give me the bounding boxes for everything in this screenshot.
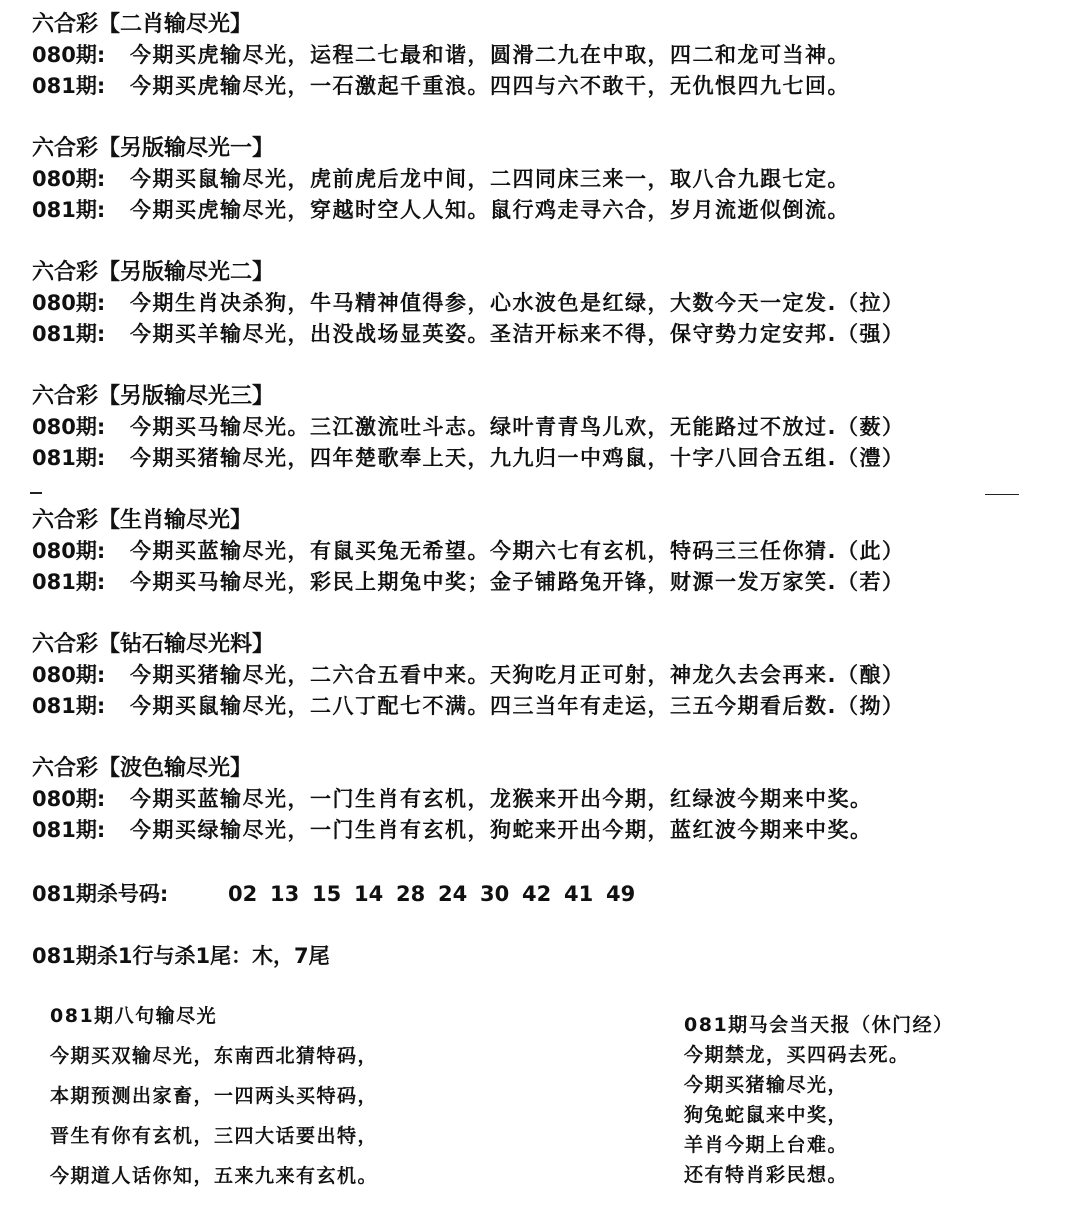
period-label: 080期: (32, 415, 106, 439)
eight-lines-box (50, 996, 378, 1196)
row-text: 今期买虎输尽光，运程二七最和谐，圆滑二九在中取，四二和龙可当神。 (130, 43, 850, 67)
horse-report-line: 今期禁龙，买四码去死。 (684, 1044, 910, 1066)
horse-report-line: 羊肖今期上台难。 (684, 1134, 849, 1156)
scan-mark (30, 492, 42, 494)
section-title: 六合彩【另版输尽光三】 (32, 384, 275, 409)
section-row (32, 412, 1072, 443)
section-row (32, 567, 1072, 598)
section-title: 六合彩【另版输尽光一】 (32, 136, 275, 161)
section-row (32, 164, 1072, 195)
kill-number: 42 (522, 882, 552, 906)
section-row (32, 288, 1072, 319)
kill-number: 28 (396, 882, 426, 906)
section-row (32, 691, 1072, 722)
period-label: 080期: (32, 787, 106, 811)
section-row (32, 536, 1072, 567)
section-row (32, 660, 1072, 691)
section-title: 六合彩【波色输尽光】 (32, 756, 253, 781)
period-label: 081期: (32, 570, 106, 594)
period-label: 080期: (32, 291, 106, 315)
horse-report-line: 今期买猪输尽光， (684, 1074, 849, 1096)
kill-numbers-list (228, 882, 648, 906)
row-text: 今期买蓝输尽光，一门生肖有玄机，龙猴来开出今期，红绿波今期来中奖。 (130, 787, 873, 811)
row-text: 今期买马输尽光。三江激流吐斗志。绿叶青青鸟儿欢，无能路过不放过.（薮） (130, 415, 905, 439)
period-label: 080期: (32, 539, 106, 563)
row-text: 今期买绿输尽光，一门生肖有玄机，狗蛇来开出今期，蓝红波今期来中奖。 (130, 818, 873, 842)
row-text: 今期买蓝输尽光，有鼠买兔无希望。今期六七有玄机，特码三三任你猜.（此） (130, 539, 905, 563)
section-2 (32, 134, 1072, 226)
section-3 (32, 258, 1072, 350)
kill-number: 15 (312, 882, 342, 906)
eight-lines-title: 081期八句输尽光 (50, 1005, 218, 1027)
kill-number: 49 (606, 882, 636, 906)
section-row (32, 71, 1072, 102)
period-label: 081期: (32, 198, 106, 222)
kill-number: 30 (480, 882, 510, 906)
row-text: 今期买马输尽光，彩民上期兔中奖；金子铺路兔开锋，财源一发万家笑.（若） (130, 570, 905, 594)
section-row (32, 195, 1072, 226)
period-label: 081期: (32, 818, 106, 842)
eight-lines-line: 晋生有你有玄机，三四大话要出特， (50, 1125, 379, 1147)
horse-report-line: 还有特肖彩民想。 (684, 1164, 849, 1186)
kill-number: 13 (270, 882, 300, 906)
row-text: 今期买猪输尽光，二六合五看中来。天狗吃月正可射，神龙久去会再来.（酿） (130, 663, 905, 687)
horse-report-line: 狗兔蛇鼠来中奖， (684, 1104, 849, 1126)
period-label: 081期: (32, 74, 106, 98)
kill-number: 02 (228, 882, 258, 906)
eight-lines-line: 本期预测出家畜，一四两头买特码， (50, 1085, 379, 1107)
section-row (32, 40, 1072, 71)
section-1 (32, 10, 1072, 102)
section-row (32, 815, 1072, 846)
section-6 (32, 630, 1072, 722)
section-7 (32, 754, 1072, 846)
kill-numbers-label: 081期杀号码: (32, 882, 169, 906)
section-row (32, 319, 1072, 350)
section-5 (32, 506, 1072, 598)
period-label: 080期: (32, 663, 106, 687)
section-title: 六合彩【二肖输尽光】 (32, 12, 253, 37)
row-text: 今期买羊输尽光，出没战场显英姿。圣洁开标来不得，保守势力定安邦.（强） (130, 322, 905, 346)
kill-number: 24 (438, 882, 468, 906)
eight-lines-line: 今期道人话你知，五来九来有玄机。 (50, 1165, 379, 1187)
horse-report-title: 081期马会当天报（休门经） (684, 1014, 954, 1036)
kill-number: 14 (354, 882, 384, 906)
period-label: 080期: (32, 167, 106, 191)
section-title: 六合彩【另版输尽光二】 (32, 260, 275, 285)
kill-line: 081期杀1行与杀1尾：木，7尾 (32, 944, 330, 968)
row-text: 今期买虎输尽光，穿越时空人人知。鼠行鸡走寻六合，岁月流逝似倒流。 (130, 198, 850, 222)
row-text: 今期买鼠输尽光，虎前虎后龙中间，二四同床三来一，取八合九跟七定。 (130, 167, 850, 191)
row-text: 今期买虎输尽光，一石激起千重浪。四四与六不敢干，无仇恨四九七回。 (130, 74, 850, 98)
kill-numbers (32, 878, 648, 908)
row-text: 今期买鼠输尽光，二八丁配七不满。四三当年有走运，三五今期看后数.（拗） (130, 694, 905, 718)
row-text: 今期生肖决杀狗，牛马精神值得参，心水波色是红绿，大数今天一定发.（拉） (130, 291, 905, 315)
section-4 (32, 382, 1072, 474)
eight-lines-line: 今期买双输尽光，东南西北猜特码， (50, 1045, 379, 1067)
period-label: 081期: (32, 694, 106, 718)
period-label: 081期: (32, 322, 106, 346)
kill-number: 41 (564, 882, 594, 906)
row-text: 今期买猪输尽光，四年楚歌奉上天，九九归一中鸡鼠，十字八回合五组.（澧） (130, 446, 905, 470)
section-row (32, 443, 1072, 474)
scan-mark (985, 494, 1019, 495)
section-title: 六合彩【钻石输尽光料】 (32, 632, 275, 657)
period-label: 080期: (32, 43, 106, 67)
period-label: 081期: (32, 446, 106, 470)
section-row (32, 784, 1072, 815)
section-title: 六合彩【生肖输尽光】 (32, 508, 253, 533)
horse-report-box (684, 1010, 954, 1190)
